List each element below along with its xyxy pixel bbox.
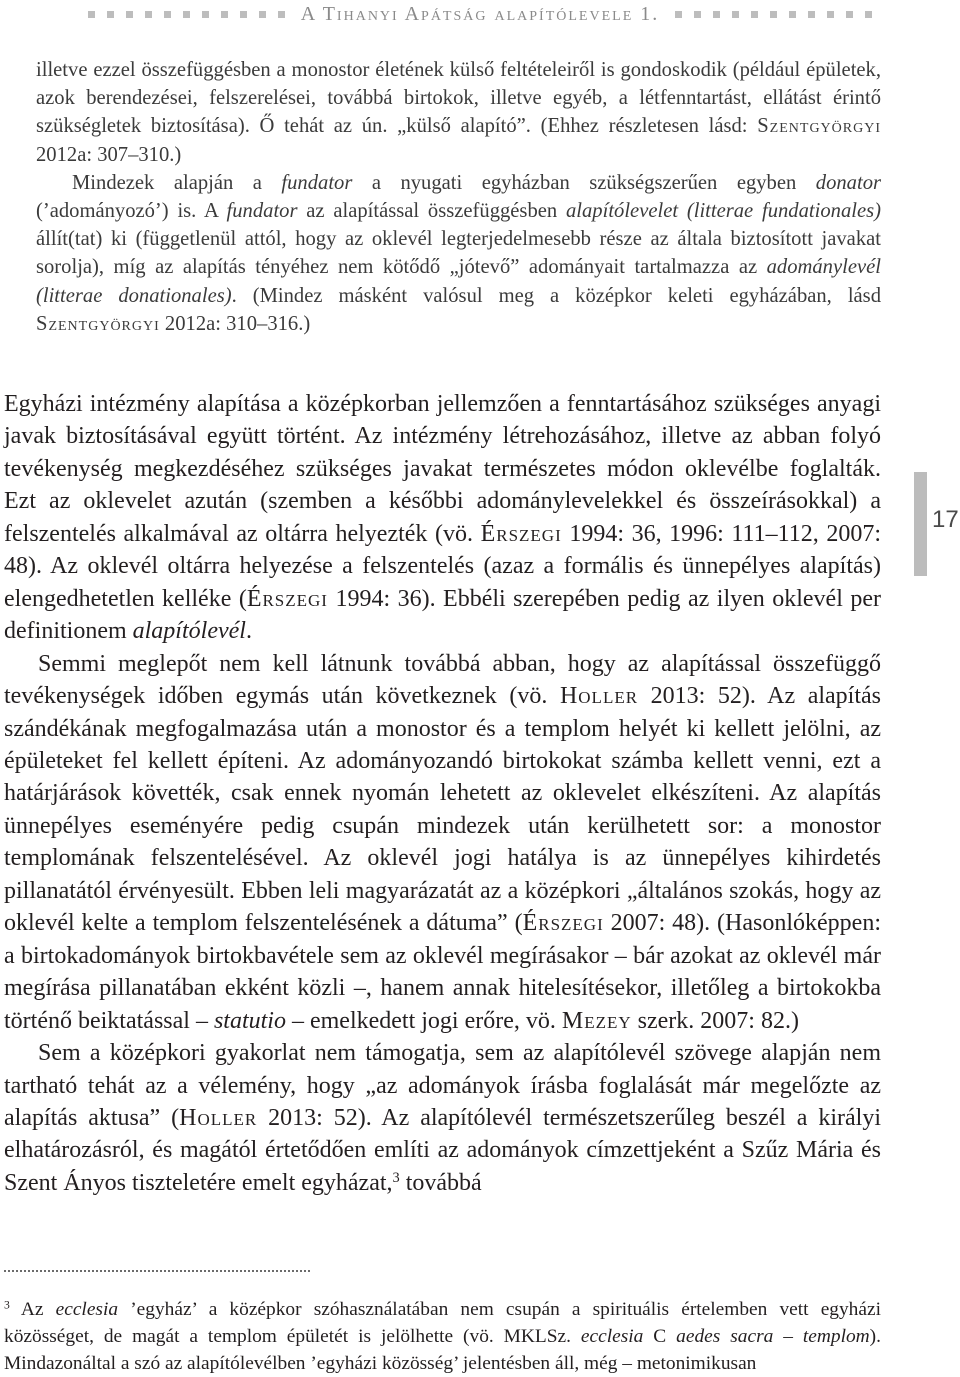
text-run: Érszegi — [522, 910, 604, 937]
text-run: Szentgyörgyi — [36, 312, 160, 335]
text-run: 3 — [4, 1298, 10, 1312]
text-run: 2013: 52). Az alapítólevél természetszerűleg beszél a királyi elhatározásról, és magától értetődően említi az adományok címzettjeként a Szűz Mária és Szent Ányos tiszteletére emelt egyházat, — [4, 1104, 882, 1196]
text-run: 2012a: 307–310.) — [36, 143, 182, 166]
running-header-title: A Tihanyi Apátság alapítólevele 1. — [300, 2, 660, 25]
text-run: alapítólevél — [132, 618, 246, 645]
text-run: donator — [815, 171, 882, 194]
text-run: 2007: 48). (Hasonlóképpen: a birtokadományok birtokbavétele sem az oklevél megírásakor – bár azokat az oklevél már megírása pillanatában ekként közli –, hanem annak hitelesítésekor, illetőleg a birtokokba történő beiktatással – — [4, 910, 881, 1034]
text-run: fundator — [281, 171, 353, 194]
text-run: adománylevél (litterae donationales) — [36, 256, 881, 307]
text-run: Semmi meglepőt nem kell látnunk továbbá abban, hogy az alapítással összefüggő tevékenységek időben egymás után következnek (vö. — [4, 650, 881, 710]
inset-paragraph-2 — [36, 169, 881, 338]
text-run: (’adományozó’) is. A — [36, 200, 227, 223]
text-run: 2012a: 310–316.) — [159, 312, 311, 335]
page-number-bar — [914, 472, 927, 576]
text-run: szerk. 2007: 82.) — [631, 1007, 799, 1034]
body-paragraph-3 — [4, 1037, 881, 1199]
text-run: 1994: 36, 1996: 111–112, 2007: 48). Az oklevél oltárra helyezése a felszentelés (azaz a formális és ünnepélyes alapítás) elengedhetetlen kelléke ( — [4, 520, 881, 612]
text-run: a nyugati egyházban szükségszerűen egyben — [352, 171, 816, 194]
inset-paragraph-1 — [36, 56, 881, 169]
footnote-3 — [4, 1296, 881, 1377]
text-run: Érszegi — [480, 520, 562, 547]
text-run: C — [643, 1326, 677, 1347]
text-run: továbbá — [399, 1169, 482, 1196]
text-run: . (Mindez másként valósul meg a középkor keleti egyházában, lásd — [231, 284, 881, 307]
footnote-block — [4, 1296, 881, 1377]
text-run: ecclesia — [55, 1299, 119, 1320]
body-paragraph-1 — [4, 388, 881, 648]
text-run: – emelkedett jogi erőre, vö. — [285, 1007, 562, 1034]
text-run: 2013: 52). Az alapítás szándékának megfogalmazása után a monostor és a templom helyét ki kellett jelölni, az épületeket fel kellett építeni. Az adományozandó birtokokat számba kellett venni, ezt a határjárások követték, csak ennek nyomán lehetett az oklevelet elkészíteni. Az alapítás ünnepélyes eseményére pedig csupán mindezek után kerülhetett sor: a monostor templomának felszentelésével. Az oklevél jogi hatálya is az ünnepélyes kihirdetés pillanatától érvényesült. Ebben leli magyarázatát az a középkori „általános szokás, hogy az oklevél kelte a templom felszentelésének a dátuma” ( — [4, 683, 881, 937]
running-header — [0, 0, 960, 28]
text-run: Holler — [179, 1104, 258, 1131]
header-decoration-right — [659, 11, 888, 18]
text-run: Szentgyörgyi — [757, 115, 881, 138]
text-run: fundator — [226, 200, 298, 223]
text-run: Mindezek alapján a — [72, 171, 282, 194]
text-run: illetve ezzel összefüggésben a monostor életének külső feltételeiről is gondoskodik (például épületek, azok berendezései, felszerelései, továbbá birtokok, illetve egyéb, a létfenntartást, ellátást érintő szükségletek biztosítása). Ő tehát az ún. „külső alapító”. (Ehhez részletesen lásd: — [36, 59, 881, 138]
text-run: statutio — [213, 1007, 286, 1034]
text-run: 1994: 36). Ebbéli szerepében pedig az ilyen oklevél per definitionem — [4, 585, 881, 645]
text-run: Érszegi — [246, 585, 328, 612]
inset-text-block — [36, 56, 881, 338]
text-run: ecclesia — [580, 1326, 644, 1347]
text-run: alapítólevelet (litterae fundationales) — [565, 200, 881, 223]
text-run: ). Mindazonáltal a szó az alapítólevélben ’egyházi közösség’ jelentésben áll, még – metonimikusan — [4, 1326, 881, 1374]
body-paragraph-2 — [4, 648, 881, 1037]
text-run: aedes sacra – templom — [676, 1326, 870, 1347]
text-run: ’egyház’ a középkor szóhasználatában nem csupán a spirituális értelemben vett egyházi közösséget, de magát a templom épületét is jelölhette (vö. MKLSz. — [4, 1299, 881, 1347]
body-text — [4, 388, 881, 1199]
footnote-separator — [4, 1270, 310, 1272]
text-run: Sem a középkori gyakorlat nem támogatja, sem az alapítólevél szövege alapján nem tartható tehát az a vélemény, hogy „az adományok írásba foglalását már megelőzte az alapítás aktusa” ( — [4, 1040, 881, 1131]
text-run: az alapítással összefüggésben — [297, 200, 566, 223]
page-number: 17 — [932, 506, 959, 533]
header-decoration-left — [72, 11, 301, 18]
text-run: Mezey — [561, 1007, 632, 1034]
text-run: . — [245, 618, 252, 645]
text-run: Holler — [559, 683, 639, 710]
text-run: 3 — [392, 1169, 400, 1186]
text-run: állít(tat) ki (függetlenül attól, hogy az oklevél legterjedelmesebb része az általa biztosított javakat sorolja), míg az alapítás tényéhez nem kötődő „jótevő” adományait tartalmazza az — [36, 228, 881, 279]
text-run: Egyházi intézmény alapítása a középkorban jellemzően a fenntartásához szükséges anyagi javak biztosításával együtt történt. Az intézmény létrehozásához, illetve az abban folyó tevékenység megkezdéséhez szükséges javakat természetes módon oklevélbe foglalták. Ezt az oklevelet azután (szemben a későbbi adománylevelekkel és összeírásokkal) a felszentelés alkalmával az oltárra helyezték (vö. — [4, 391, 881, 547]
text-run: Az — [9, 1299, 56, 1320]
